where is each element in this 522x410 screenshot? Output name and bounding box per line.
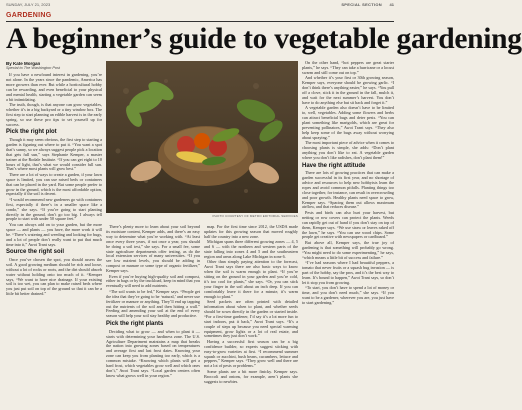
paragraph: Some plants are a bit more finicky. Kemper says. Broccoli and onions, for example, aren’t plants she suggests to newbies. bbox=[204, 368, 298, 384]
paragraph: Even if you’re buying high-quality soil and compost, either in bags or by the truckload, keep in mind that you eventually will need to add nutrients. bbox=[106, 273, 200, 289]
garden-photo bbox=[106, 61, 298, 213]
paragraph: map. For the first time since 2012, the USDA made updates for this growing season that moved roughly half the country into a new zone. bbox=[204, 224, 298, 239]
article-column-1 bbox=[6, 61, 102, 407]
masthead-strip bbox=[6, 2, 394, 8]
edition-date: SUNDAY, JULY 21, 2023 bbox=[6, 2, 51, 7]
page-number: 41 bbox=[389, 2, 394, 7]
article-headline: A beginner’s guide to vegetable gardening bbox=[6, 23, 522, 55]
garden-illustration bbox=[106, 61, 298, 213]
paragraph: Seed packets are often printed with detailed information about when to plant, and whether seeds should be sown directly in the garden or started inside. “For a first-time gardener, I’d say it’s a lot more fun to start indoors, put it back,” Awoi Trant says. “It’s a couple of steps up because you need special warming equipment, grow lights or a lot of real estate, and sometimes they just don’t work.” bbox=[204, 299, 298, 339]
article-column-2 bbox=[106, 225, 200, 407]
article-column-4 bbox=[302, 61, 394, 407]
article-column-3 bbox=[204, 225, 298, 407]
paragraph: Once you’ve chosen the spot, you should assess the soil. A good growing medium should be rich and loose, without a lot of rocks or roots, and the dirt should absorb water without holding onto too much of it. “Kemper says, “We want to have nice drainage. If your existing soil is too wet, you can plan to make raised beds where you just put soil on top of the ground so that it can be a little bit better drained.” bbox=[6, 256, 102, 297]
paragraph: There’s plenty more to learn about your soil beyond its moisture content, Kemper adds, and there’s an easy way to determine what you’re working with. “At least once every three years, if not once a year, you should be doing a soil test,” she says. For a small fee, some state agriculture departments offer testing, as do the local extension services of many universities. “If you see low nutrient levels, you should be adding in compost or manure or some type of organic fertilizer,” Kemper says. bbox=[106, 224, 200, 274]
paragraph: Other than simply paying attention to the forecast, Awoi Trant says there are also basic ways to know when the soil is warm enough to plant. “If you’re sitting on the ground in your garden and you’re cold, it’s too cool for plants,” she says. “Or, you can stick your finger in the soil about an inch deep. If you can comfortably leave it there for a minute, it’s warm enough to plant.” bbox=[204, 259, 298, 299]
subhead-pick-plot: Pick the right plot bbox=[6, 129, 57, 136]
byline: By Kate Morgan bbox=[6, 61, 41, 66]
paragraph: Deciding what to grow — and when to plant it — starts with determining your hardiness zone. The U.S. Agriculture Department maintains a map that breaks the nation into growing zones based on temperatures and average first and last frost dates. Knowing your zone can keep you from planting too early, which is a common mistake. “Knowing which plants will get a hard frost, which vegetables grow well and which ones don’t,” Awoi Trant says. “Local garden centers often know what grows well in your region.” bbox=[106, 328, 200, 378]
paragraph: “The soil wants to be fed,” Kemper says. “People get the idea that they’re going to be ‘natural,’ and never use fertilizer or manure or anything. They’ll end up tapping out the nutrients of the soil and then hitting a wall.” Feeding and amending your soil at the end of every season will help your soil stay healthy and productive. bbox=[106, 288, 200, 319]
paragraph: But above all, Kemper says, the true joy of gardening is that something will probably go wrong. “You might need to do some experimenting,” he says, “which means a little bit of success and failure.” bbox=[302, 239, 394, 260]
paragraph: Michigan spans three different growing zones — 4, 5 and 6 — with the northern and western parts of the state falling into zones 4 and 5 and the southeastern region and areas along Lake Michigan in zone 6. bbox=[204, 239, 298, 259]
paragraph: On the other hand, “hot peppers are great starter plants,” he says. “They can take a hurricane or a locust swarm and still come out on top.” bbox=[302, 60, 394, 75]
subhead-pick-plants: Pick the right plants bbox=[106, 321, 164, 328]
paragraph: “To start, you don’t have to spend a lot of money or time, and you don’t need much,” she says. “If you want to be a gardener, wherever you are, you just have to start gardening.” bbox=[302, 284, 394, 305]
paragraph: You can always add on to your garden, but the more space — and plants — you have, the more work it will be. “There’s watering and weeding and looking for bugs, and a lot of people don’t really want to put that much time into it,” Awoi Trant says. bbox=[6, 221, 102, 247]
paragraph: A vegetable garden also doesn’t have to be limited to, well, vegetables. Adding some flowers and herbs can attract beneficial bugs and deter pests. “You can plant something like marigolds, which are great for preventing pollinators,” Awoi Trant says. “They also help keep some of the bugs away without worrying about spraying.” bbox=[302, 105, 394, 140]
paragraph: “I would recommend new gardeners go with containers first, especially if there’s in a smaller space like a condo,” she says. “If you’re going to start planting directly in the ground, don’t go too big. I always tell people to start with under 50 square feet.” bbox=[6, 196, 102, 222]
paragraph: Pests and birds can also hurt your harvest, but netting or row covers can protect the plants. Weeds can rapidly get out of hand if you don’t stay on top of them, Kemper says. “We use straw or leaves raked off the lawn,” he says. “You can use wood chips. Some people get creative with newspapers or cardboard.” bbox=[302, 209, 394, 240]
subhead-right-attitude: Have the right attitude bbox=[302, 162, 366, 169]
paragraph: If you have a newfound interest in gardening, you’re not alone. In the years since the pandemic, America has more growers than ever. But while a horticultural hobby can be rewarding, and even beneficial to your physical and mental health, starting a vegetable garden can seem a bit intimidating. bbox=[6, 72, 102, 102]
paragraph: And whether it’s your first or 30th growing season, Kemper says, everyone should be growing garlic. “I don’t think there’s anything easier,” he says. “You pull off a clove, stick it in the ground in the fall, mulch it, and wait for the next summer’s harvest. You don’t have to do anything else but sit back and forget it.” bbox=[302, 75, 394, 105]
paragraph: There are lots of growing practices that can make a garden successful in its first year, and no shortage of advice and resources to help new hobbyists learn the ropes and avoid common pitfalls. Planting things too close together, for instance, can result in overcrowding and poor growth. Healthy plants need space to grow, Kemper says. “Spacing them out allows maximum airflow, and that reduces disease.” bbox=[302, 170, 394, 210]
paragraph: There are a lot of ways to create a garden, if your lawn space is limited, you can use raised beds or containers that can be placed in the yard. But some people prefer to grow in the ground, which is the most affordable option, especially if the soil is decent. bbox=[6, 171, 102, 197]
subhead-source-soil: Source the right soil bbox=[6, 249, 65, 256]
paragraph: Having a successful first season can be a big confidence builder, so experts suggest sticking with easy-to-grow varieties at first. “I recommend summer squash or zucchini, bush beans, cucumbers, lettuce and peppers,” Kemper says. “They grow well and there are not a lot of pests or problems.” bbox=[204, 338, 298, 369]
paragraph: Though it may seem obvious, the first step to starting a garden is figuring out where to put it. “You want a spot that’s sunny, so we always suggest people pick a location that gets full sun,” says Stephanie Kemper, a master trainer at the Rodale Institute. “If you can get eight to 10 hours of light, that’s what we would consider full sun. That’s where most plants will grow best.” bbox=[6, 136, 102, 172]
byline-title: Special to The Washington Post bbox=[6, 66, 60, 70]
section-label: SPECIAL SECTION bbox=[341, 2, 382, 7]
paragraph: “I’ve had seasons where I had beautiful peppers, a tomato that never fruits or a squash bug invasion — is part of the hobby, say the pros, and it’s the best way to learn. It’s bound to happen,” Awoi Trant says, so don’t let it stop you from growing. bbox=[302, 259, 394, 285]
header-rule bbox=[6, 21, 394, 22]
photo-credit: PHOTO COURTESY OF METRO EDITORIAL SERVICES bbox=[212, 214, 298, 218]
paragraph: The most important piece of advice when it comes to choosing plants is simple, she adds: “Don’t plant anything you don’t like to eat. A vegetable garden where you don’t like radishes, don’t plant them!” bbox=[302, 140, 394, 160]
section-kicker: GARDENING bbox=[6, 12, 52, 19]
paragraph: The truth, though, is that anyone can grow vegetables, whether it’s in a big backyard or a tiny window box. The first step to start planning an edible harvest is in the early spring, so use these pro tips to set yourself up for success. bbox=[6, 101, 102, 127]
